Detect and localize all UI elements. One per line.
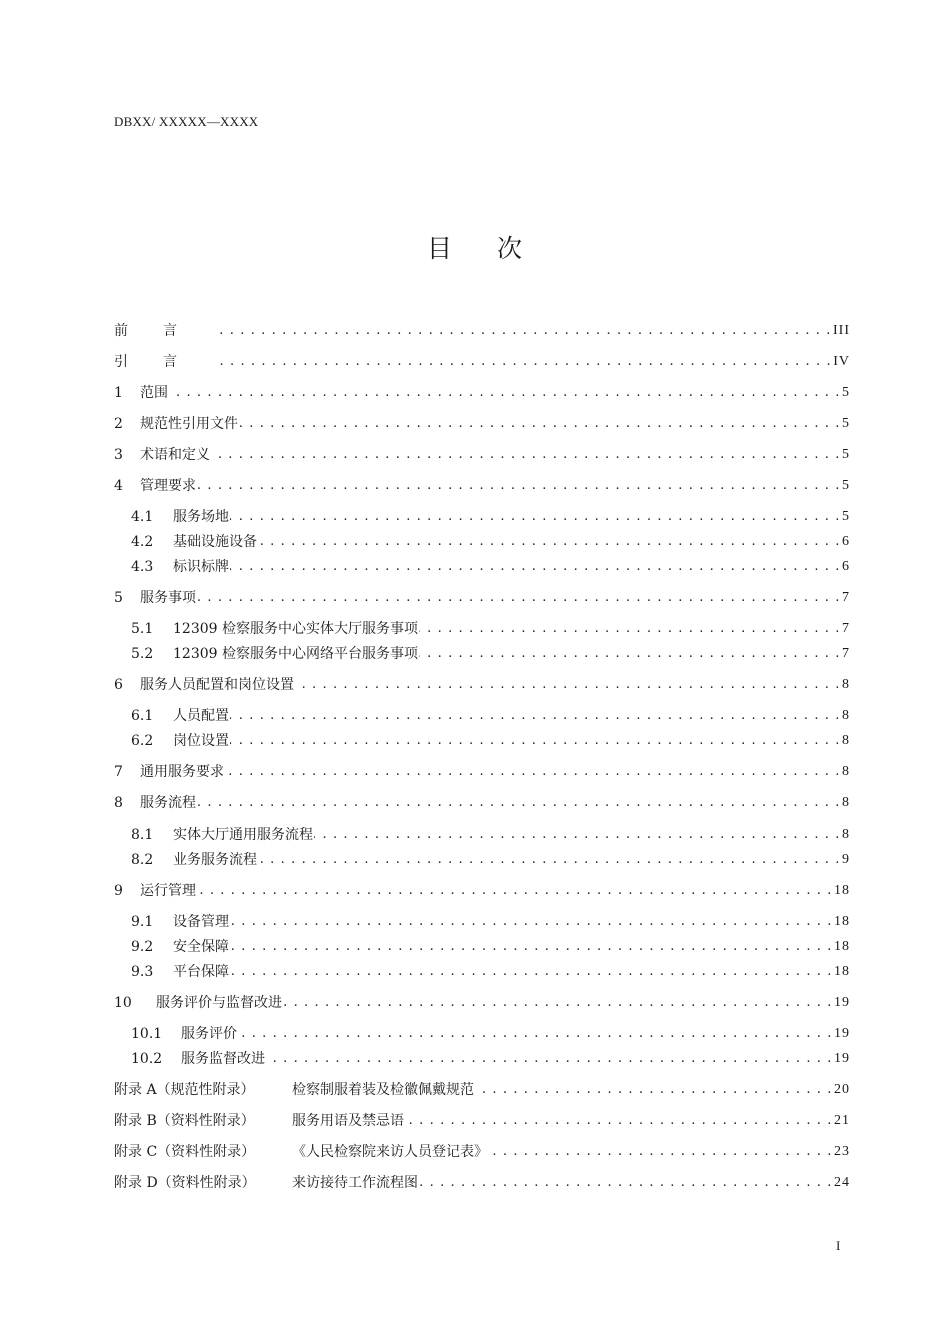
toc-page-number: 5 [842,447,850,462]
toc-number: 9.3 [131,964,154,980]
toc-page-number: 6 [842,534,850,549]
toc-label: 服务事项 [140,590,196,606]
toc-number: 5 [114,590,123,606]
toc-label: 运行管理 [140,883,196,899]
toc-appendix-label: 附录 A（规范性附录） [114,1082,255,1098]
toc-leader [230,936,833,958]
toc-page-number: III [833,323,850,338]
toc-page-number: 5 [842,385,850,400]
toc-page-number: 8 [842,733,850,748]
toc-label: 规范性引用文件 [140,416,238,432]
toc-page-number: 23 [834,1144,850,1159]
toc-label: 设备管理 [173,914,229,930]
toc-leader [258,531,841,553]
toc-subentry[interactable] [131,643,850,665]
toc-page-number: 24 [834,1175,850,1190]
toc-leader [230,961,833,983]
toc-entry[interactable] [114,674,850,696]
toc-page-number: 8 [842,708,850,723]
toc-number: 5.2 [131,646,154,662]
toc-page-number: 19 [834,995,850,1010]
toc-leader [295,674,841,696]
toc-page-number: 19 [834,1026,850,1041]
toc-leader [230,705,841,727]
toc-label: 服务用语及禁忌语 [292,1113,404,1129]
toc-leader [314,824,841,846]
toc-leader [419,618,841,640]
toc-page-number: 18 [834,914,850,929]
toc-page-number: 5 [842,509,850,524]
toc-leader [211,444,841,466]
toc-label: 12309 检察服务中心网络平台服务事项 [173,646,418,662]
toc-page-number: 19 [834,1051,850,1066]
toc-entry-foreword[interactable] [114,320,850,342]
toc-leader [230,730,841,752]
toc-page-number: 9 [842,852,850,867]
toc-leader [419,1172,833,1194]
page-number: I [836,1238,841,1253]
toc-leader [230,911,833,933]
toc-number: 10.1 [131,1026,163,1042]
toc-appendix-label: 附录 B（资料性附录） [114,1113,255,1129]
toc-entry[interactable] [114,992,850,1014]
toc-page-number: 18 [834,939,850,954]
toc-leader [230,506,841,528]
toc-number: 4.1 [131,509,154,525]
toc-page-number: 7 [842,590,850,605]
toc-leader [258,849,841,871]
toc-subentry[interactable] [131,730,850,752]
toc-number: 9 [114,883,123,899]
toc-entry[interactable] [114,587,850,609]
toc-number: 1 [114,385,123,401]
toc-label: 服务流程 [140,795,196,811]
toc-subentry[interactable] [131,506,850,528]
toc-subentry[interactable] [131,911,850,933]
toc-number: 4.2 [131,534,154,550]
toc-leader [239,413,841,435]
toc-leader [283,992,833,1014]
toc-entry-introduction[interactable] [114,351,850,373]
toc-number: 6.2 [131,733,154,749]
toc-entry[interactable] [114,413,850,435]
toc-label: 业务服务流程 [173,852,257,868]
toc-label: 来访接待工作流程图 [292,1175,418,1191]
toc-number: 4.3 [131,559,154,575]
toc-leader [213,320,832,342]
toc-page-number: 18 [834,964,850,979]
toc-number: 9.1 [131,914,154,930]
toc-subentry[interactable] [131,849,850,871]
toc-leader [489,1141,833,1163]
toc-label: 12309 检察服务中心实体大厅服务事项 [173,621,418,637]
document-code: DBXX/ XXXXX—XXXX [114,114,259,129]
toc-label: 管理要求 [140,478,196,494]
toc-page-number: 5 [842,416,850,431]
toc-appendix-label: 附录 D（资料性附录） [114,1175,256,1191]
toc-subentry[interactable] [131,618,850,640]
toc-number: 7 [114,764,123,780]
toc-number: 8 [114,795,123,811]
toc-label: 岗位设置 [173,733,229,749]
toc-subentry[interactable] [131,556,850,578]
toc-entry[interactable] [114,475,850,497]
toc-leader [405,1110,833,1132]
toc-entry[interactable] [114,382,850,404]
toc-entry[interactable] [114,761,850,783]
toc-label: 《人民检察院来访人员登记表》 [292,1144,488,1160]
toc-leader [225,761,841,783]
toc-number: 2 [114,416,123,432]
toc-subentry[interactable] [131,1023,850,1045]
toc-leader [419,643,841,665]
toc-label: 范围 [140,385,168,401]
toc-page-number: 8 [842,827,850,842]
toc-appendix-label: 附录 C（资料性附录） [114,1144,256,1160]
toc-appendix-entry[interactable] [114,1141,850,1163]
toc-subentry[interactable] [131,531,850,553]
toc-label: 平台保障 [173,964,229,980]
toc-entry[interactable] [114,880,850,902]
toc-appendix-entry[interactable] [114,1172,850,1194]
toc-number: 6 [114,677,123,693]
toc-label: 前言 [114,323,212,339]
toc-leader [169,382,841,404]
toc-label: 服务人员配置和岗位设置 [140,677,294,693]
toc-page-number: 5 [842,478,850,493]
toc-leader [238,1023,833,1045]
toc-label: 服务监督改进 [181,1051,265,1067]
toc-label: 标识标牌 [173,559,229,575]
toc-number: 9.2 [131,939,154,955]
toc-number: 8.2 [131,852,154,868]
toc-number: 3 [114,447,123,463]
toc-leader [197,880,833,902]
toc-subentry[interactable] [131,961,850,983]
toc-title-part2: 次 [497,234,524,263]
table-of-contents [114,0,850,1344]
toc-number: 10 [114,995,132,1011]
toc-page-number: 6 [842,559,850,574]
toc-number: 5.1 [131,621,154,637]
toc-subentry[interactable] [131,705,850,727]
toc-label: 基础设施设备 [173,534,257,550]
toc-label: 人员配置 [173,708,229,724]
toc-leader [197,587,841,609]
toc-label: 检察制服着装及检徽佩戴规范 [292,1082,474,1098]
toc-leader [197,792,841,814]
toc-label: 引言 [114,354,212,370]
toc-label: 服务评价 [181,1026,237,1042]
toc-label: 安全保障 [173,939,229,955]
toc-label: 服务评价与监督改进 [156,995,282,1011]
toc-number: 6.1 [131,708,154,724]
toc-number: 10.2 [131,1051,163,1067]
toc-leader [197,475,841,497]
toc-page-number: IV [833,354,850,369]
toc-subentry[interactable] [131,1048,850,1070]
toc-leader [230,556,841,578]
toc-page-number: 7 [842,621,850,636]
toc-page-number: 8 [842,764,850,779]
toc-title-part1: 目 [426,234,453,263]
toc-appendix-entry[interactable] [114,1079,850,1101]
toc-page-number: 8 [842,677,850,692]
toc-page-number: 21 [834,1113,850,1128]
toc-number: 4 [114,478,123,494]
toc-entry[interactable] [114,792,850,814]
toc-leader [475,1079,833,1101]
toc-subentry[interactable] [131,824,850,846]
toc-label: 通用服务要求 [140,764,224,780]
toc-page-number: 20 [834,1082,850,1097]
toc-label: 服务场地 [173,509,229,525]
toc-label: 术语和定义 [140,447,210,463]
toc-page-number: 7 [842,646,850,661]
toc-label: 实体大厅通用服务流程 [173,827,313,843]
toc-leader [213,351,832,373]
toc-leader [266,1048,833,1070]
toc-page-number: 18 [834,883,850,898]
toc-entry[interactable] [114,444,850,466]
toc-page-number: 8 [842,795,850,810]
toc-number: 8.1 [131,827,154,843]
toc-subentry[interactable] [131,936,850,958]
toc-appendix-entry[interactable] [114,1110,850,1132]
